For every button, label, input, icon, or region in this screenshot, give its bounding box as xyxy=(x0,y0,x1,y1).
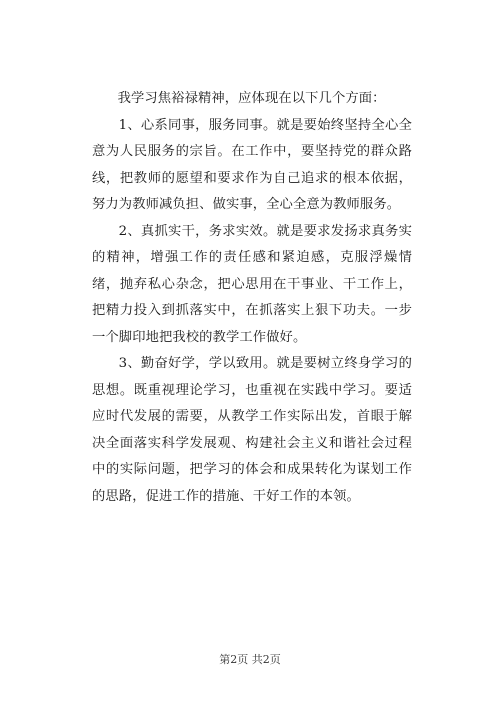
paragraph-2: 2、真抓实干，务求实效。就是要求发扬求真务实的精神，增强工作的责任感和紧迫感，克服浮燥情绪，抛弃私心杂念，把心思用在干事业、干工作上，把精力投入到抓落实中，在抓落实上狠下功夫。一步一个脚印地把我校的教学工作做好。 xyxy=(92,223,412,345)
paragraph-1: 1、心系同事，服务同事。就是要始终坚持全心全意为人民服务的宗旨。在工作中，要坚持党的群众路线，把教师的愿望和要求作为自己追求的根本依据，努力为教师减负担、做实事，全心全意为教师服务。 xyxy=(92,117,412,212)
intro-paragraph: 我学习焦裕禄精神，应体现在以下几个方面： xyxy=(117,91,386,106)
page-footer: 第2页 共2页 xyxy=(219,653,281,666)
document-body xyxy=(92,86,412,510)
paragraph-3: 3、勤奋好学，学以致用。就是要树立终身学习的思想。既重视理论学习，也重视在实践中学习。要适应时代发展的需要，从教学工作实际出发，首眼于解决全面落实科学发展观、构建社会主义和谐社会过程中的实际问题，把学习的体会和成果转化为谋划工作的思路，促进工作的措施、干好工作的本领。 xyxy=(92,356,412,504)
